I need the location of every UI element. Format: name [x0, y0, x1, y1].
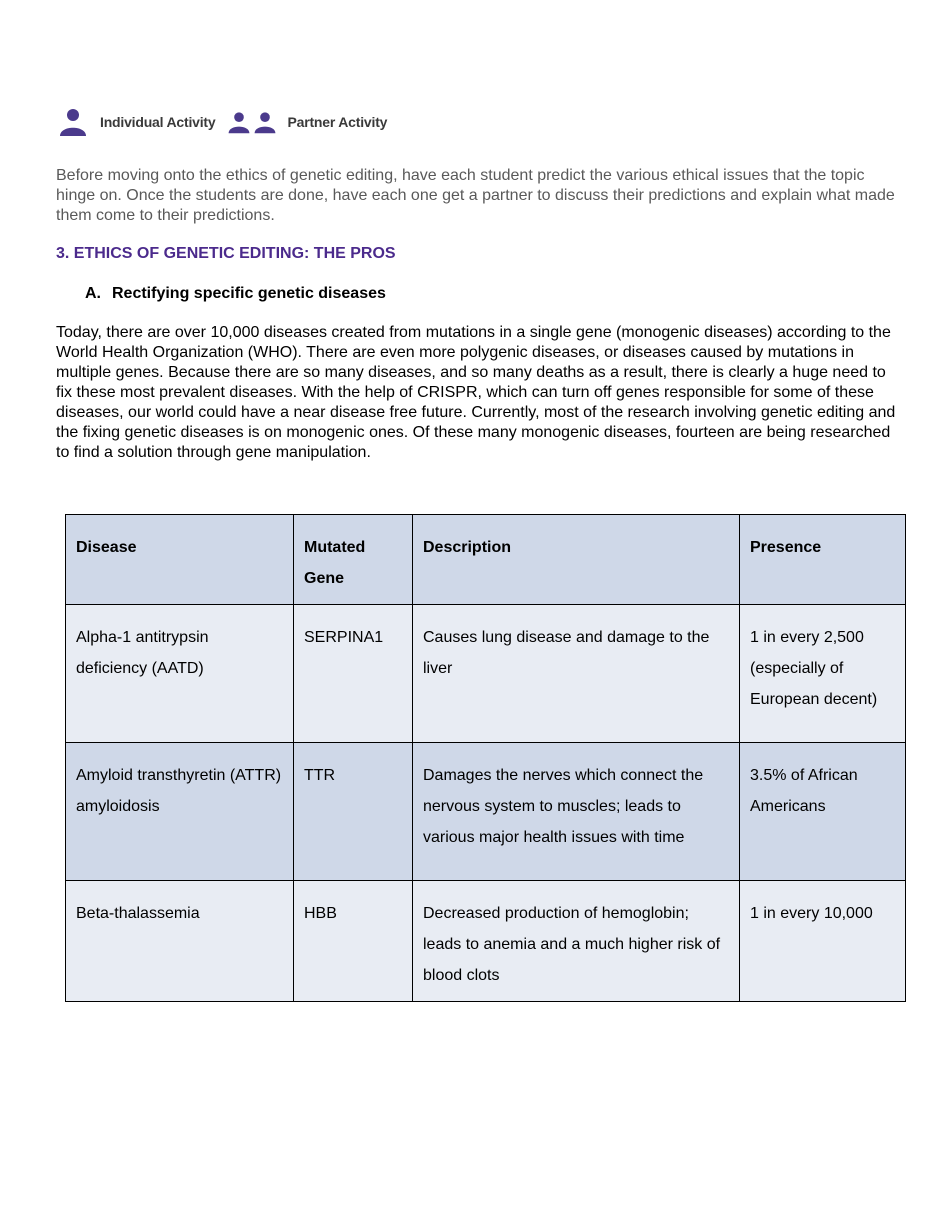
description-cell: Decreased production of hemoglobin; leads to anemia and a much higher risk of blood clots — [413, 881, 740, 1002]
column-header: Disease — [66, 515, 294, 605]
gene-cell: HBB — [294, 881, 413, 1002]
presence-cell: 1 in every 2,500 (especially of European decent) — [740, 605, 906, 743]
individual-activity-label: Individual Activity — [100, 114, 216, 130]
presence-cell: 3.5% of African Americans — [740, 743, 906, 881]
description-cell: Causes lung disease and damage to the liver — [413, 605, 740, 743]
partner-activity-label: Partner Activity — [287, 114, 388, 130]
subsection-title: Rectifying specific genetic diseases — [112, 285, 386, 302]
description-cell: Damages the nerves which connect the nervous system to muscles; leads to various major health issues with time — [413, 743, 740, 881]
body-paragraph: Today, there are over 10,000 diseases created from mutations in a single gene (monogenic diseases) according to the World Health Organization (WHO). There are even more polygenic diseases, or diseases caused by mutations in multiple genes. Because there are so many diseases, and so many deaths as a result, there is clearly a huge need to fix these most prevalent diseases. With the help of CRISPR, which can turn off genes responsible for some of these diseases, our world could have a near disease free future. Currently, most of the research involving genetic editing and the fixing genetic diseases is on monogenic ones. Of these many monogenic diseases, fourteen are being researched to find a solution through gene manipulation. — [56, 324, 896, 461]
intro-paragraph: Before moving onto the ethics of genetic editing, have each student predict the various ethical issues that the topic hinge on. Once the students are done, have each one get a partner to discuss their predictions and explain what made them come to their predictions. — [56, 167, 895, 224]
table-header-row — [66, 515, 906, 605]
disease-cell: Alpha-1 antitrypsin deficiency (AATD) — [66, 605, 294, 743]
column-header: Presence — [740, 515, 906, 605]
person-icon — [58, 107, 88, 137]
activity-legend — [58, 104, 387, 140]
gene-cell: SERPINA1 — [294, 605, 413, 743]
person-icon — [227, 110, 251, 134]
table-row — [66, 881, 906, 1002]
disease-cell: Beta-thalassemia — [66, 881, 294, 1002]
subsection-letter: A. — [85, 285, 101, 302]
disease-table — [65, 514, 906, 1002]
subsection-heading — [85, 285, 386, 303]
disease-cell: Amyloid transthyretin (ATTR) amyloidosis — [66, 743, 294, 881]
column-header: Mutated Gene — [294, 515, 413, 605]
table-row — [66, 743, 906, 881]
section-title: 3. ETHICS OF GENETIC EDITING: THE PROS — [56, 245, 396, 262]
partner-activity — [227, 110, 387, 134]
person-icon — [253, 110, 277, 134]
table-row — [66, 605, 906, 743]
individual-activity — [58, 107, 215, 137]
presence-cell: 1 in every 10,000 — [740, 881, 906, 1002]
column-header: Description — [413, 515, 740, 605]
gene-cell: TTR — [294, 743, 413, 881]
